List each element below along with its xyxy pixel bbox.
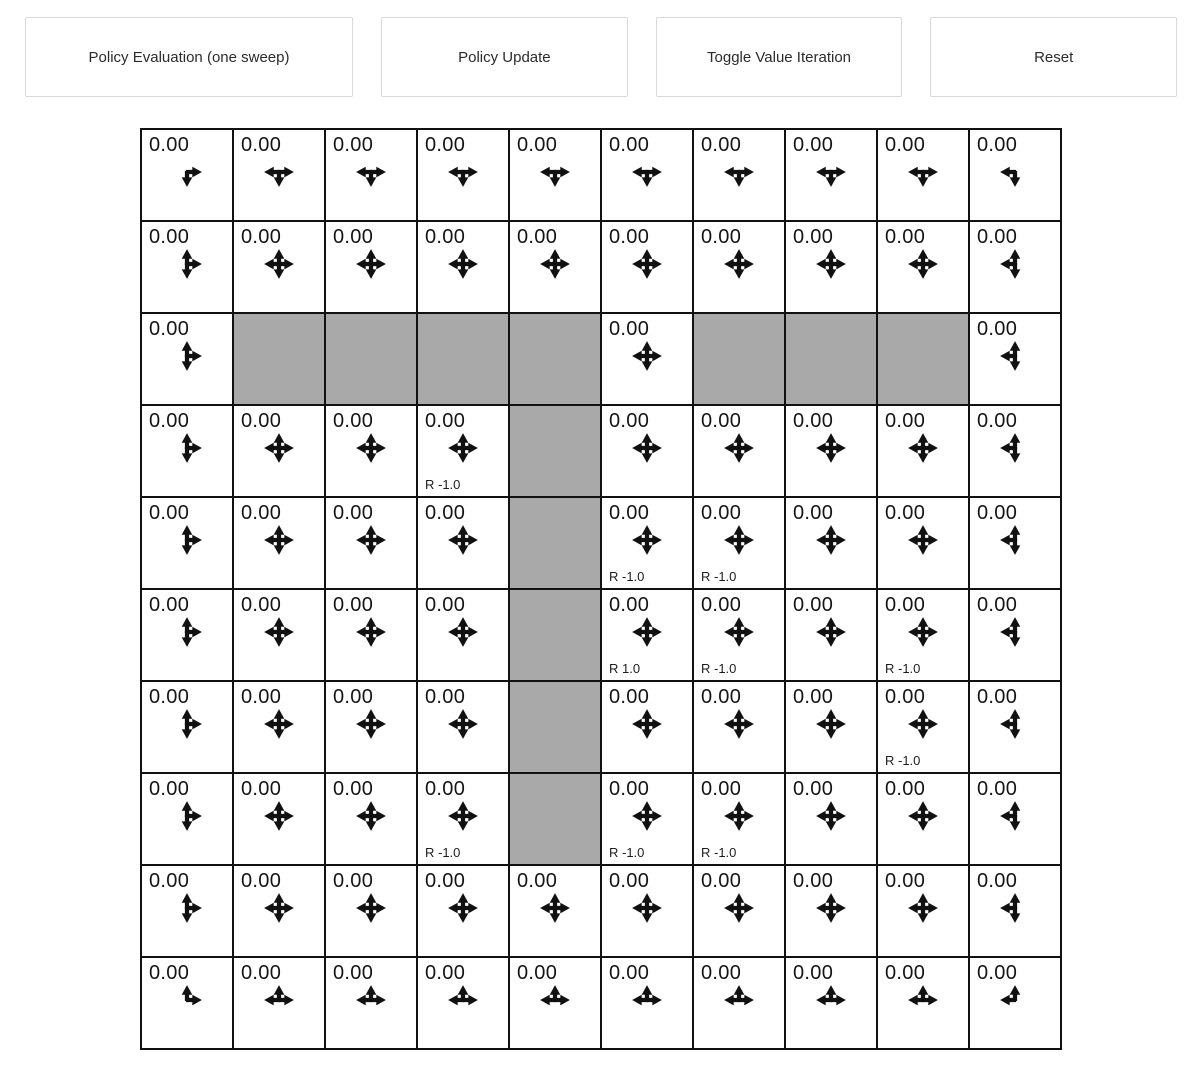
policy-arrows-icon <box>906 247 940 281</box>
cell-value: 0.00 <box>885 502 926 524</box>
wall-cell <box>510 406 600 496</box>
cell-value: 0.00 <box>701 502 742 524</box>
grid-cell <box>326 958 416 1048</box>
grid-cell <box>234 682 324 772</box>
policy-arrows-icon <box>630 523 664 557</box>
policy-arrows-icon <box>814 615 848 649</box>
grid-cell <box>142 222 232 312</box>
cell-value: 0.00 <box>977 594 1018 616</box>
policy-arrows-icon <box>354 431 388 465</box>
policy-arrows-icon <box>170 707 204 741</box>
grid-cell <box>234 498 324 588</box>
policy-arrows-icon <box>170 155 204 189</box>
cell-value: 0.00 <box>793 870 834 892</box>
grid-cell <box>510 958 600 1048</box>
grid-cell <box>142 314 232 404</box>
policy-arrows-icon <box>906 523 940 557</box>
cell-value: 0.00 <box>241 870 282 892</box>
policy-arrows-icon <box>814 247 848 281</box>
cell-reward: R -1.0 <box>701 845 737 860</box>
policy-arrows-icon <box>998 431 1032 465</box>
policy-arrows-icon <box>446 523 480 557</box>
grid-cell <box>418 406 508 496</box>
grid-cell <box>234 774 324 864</box>
reset-button[interactable]: Reset <box>930 17 1177 97</box>
policy-arrows-icon <box>262 615 296 649</box>
cell-value: 0.00 <box>425 686 466 708</box>
wall-cell <box>326 314 416 404</box>
policy-arrows-icon <box>722 983 756 1017</box>
grid-cell <box>602 590 692 680</box>
cell-value: 0.00 <box>425 594 466 616</box>
grid-cell <box>970 958 1060 1048</box>
grid-cell <box>970 406 1060 496</box>
cell-value: 0.00 <box>609 318 650 340</box>
cell-value: 0.00 <box>701 594 742 616</box>
grid-cell <box>142 958 232 1048</box>
policy-arrows-icon <box>630 155 664 189</box>
grid-cell <box>602 774 692 864</box>
grid-cell <box>878 682 968 772</box>
policy-arrows-icon <box>630 799 664 833</box>
grid-cell <box>142 682 232 772</box>
policy-arrows-icon <box>722 799 756 833</box>
policy-arrows-icon <box>538 247 572 281</box>
toggle-value-iteration-button[interactable]: Toggle Value Iteration <box>656 17 903 97</box>
policy-arrows-icon <box>722 431 756 465</box>
grid-cell <box>602 406 692 496</box>
cell-value: 0.00 <box>885 962 926 984</box>
policy-arrows-icon <box>262 707 296 741</box>
cell-value: 0.00 <box>977 502 1018 524</box>
cell-value: 0.00 <box>977 778 1018 800</box>
cell-value: 0.00 <box>241 962 282 984</box>
cell-value: 0.00 <box>885 134 926 156</box>
cell-reward: R -1.0 <box>701 569 737 584</box>
cell-value: 0.00 <box>977 410 1018 432</box>
cell-value: 0.00 <box>333 962 374 984</box>
cell-value: 0.00 <box>241 226 282 248</box>
cell-value: 0.00 <box>517 226 558 248</box>
cell-value: 0.00 <box>701 134 742 156</box>
grid-cell <box>786 866 876 956</box>
cell-value: 0.00 <box>793 686 834 708</box>
cell-value: 0.00 <box>609 502 650 524</box>
policy-arrows-icon <box>170 891 204 925</box>
wall-cell <box>510 314 600 404</box>
policy-arrows-icon <box>630 339 664 373</box>
cell-value: 0.00 <box>333 502 374 524</box>
cell-value: 0.00 <box>517 870 558 892</box>
grid-cell <box>510 130 600 220</box>
wall-cell <box>786 314 876 404</box>
cell-value: 0.00 <box>149 226 190 248</box>
policy-arrows-icon <box>170 615 204 649</box>
policy-arrows-icon <box>262 247 296 281</box>
policy-arrows-icon <box>630 431 664 465</box>
grid-cell <box>602 866 692 956</box>
grid-cell <box>694 958 784 1048</box>
policy-arrows-icon <box>170 247 204 281</box>
cell-value: 0.00 <box>241 778 282 800</box>
wall-cell <box>234 314 324 404</box>
wall-cell <box>510 590 600 680</box>
cell-value: 0.00 <box>149 686 190 708</box>
cell-value: 0.00 <box>333 870 374 892</box>
policy-arrows-icon <box>998 891 1032 925</box>
grid-cell <box>694 682 784 772</box>
grid-cell <box>786 130 876 220</box>
cell-value: 0.00 <box>425 962 466 984</box>
cell-value: 0.00 <box>241 502 282 524</box>
cell-value: 0.00 <box>333 134 374 156</box>
policy-arrows-icon <box>906 799 940 833</box>
policy-arrows-icon <box>354 615 388 649</box>
grid-cell <box>326 866 416 956</box>
grid-cell <box>694 774 784 864</box>
grid-cell <box>418 866 508 956</box>
policy-arrows-icon <box>998 247 1032 281</box>
gridworld <box>140 128 1062 1050</box>
grid-cell <box>694 498 784 588</box>
cell-value: 0.00 <box>609 870 650 892</box>
grid-cell <box>142 406 232 496</box>
grid-cell <box>970 590 1060 680</box>
grid-cell <box>878 774 968 864</box>
grid-cell <box>878 406 968 496</box>
grid-cell <box>694 590 784 680</box>
policy-arrows-icon <box>170 799 204 833</box>
policy-arrows-icon <box>538 891 572 925</box>
grid-cell <box>786 498 876 588</box>
cell-value: 0.00 <box>241 594 282 616</box>
cell-reward: R -1.0 <box>609 845 645 860</box>
grid-cell <box>970 314 1060 404</box>
cell-value: 0.00 <box>333 778 374 800</box>
cell-value: 0.00 <box>793 594 834 616</box>
grid-cell <box>602 958 692 1048</box>
policy-arrows-icon <box>354 523 388 557</box>
grid-cell <box>878 866 968 956</box>
grid-cell <box>234 866 324 956</box>
cell-value: 0.00 <box>793 778 834 800</box>
policy-arrows-icon <box>998 615 1032 649</box>
policy-arrows-icon <box>538 983 572 1017</box>
policy-arrows-icon <box>170 339 204 373</box>
policy-arrows-icon <box>722 891 756 925</box>
cell-value: 0.00 <box>885 410 926 432</box>
policy-arrows-icon <box>446 431 480 465</box>
policy-arrows-icon <box>262 983 296 1017</box>
policy-arrows-icon <box>446 983 480 1017</box>
policy-arrows-icon <box>170 983 204 1017</box>
grid-cell <box>602 314 692 404</box>
policy-arrows-icon <box>538 155 572 189</box>
grid-cell <box>878 130 968 220</box>
cell-value: 0.00 <box>241 410 282 432</box>
policy-arrows-icon <box>998 339 1032 373</box>
cell-value: 0.00 <box>885 686 926 708</box>
cell-value: 0.00 <box>517 134 558 156</box>
policy-arrows-icon <box>354 891 388 925</box>
policy-arrows-icon <box>262 523 296 557</box>
cell-value: 0.00 <box>977 962 1018 984</box>
cell-value: 0.00 <box>425 778 466 800</box>
cell-value: 0.00 <box>701 226 742 248</box>
grid-cell <box>970 222 1060 312</box>
policy-update-button[interactable]: Policy Update <box>381 17 628 97</box>
cell-value: 0.00 <box>793 410 834 432</box>
policy-arrows-icon <box>630 983 664 1017</box>
policy-arrows-icon <box>906 891 940 925</box>
grid-cell <box>326 682 416 772</box>
cell-value: 0.00 <box>701 778 742 800</box>
grid-cell <box>786 590 876 680</box>
policy-arrows-icon <box>906 707 940 741</box>
policy-arrows-icon <box>354 155 388 189</box>
cell-value: 0.00 <box>609 962 650 984</box>
policy-arrows-icon <box>906 983 940 1017</box>
grid-cell <box>786 682 876 772</box>
policy-arrows-icon <box>906 155 940 189</box>
policy-arrows-icon <box>998 799 1032 833</box>
grid-cell <box>326 130 416 220</box>
grid-cell <box>970 682 1060 772</box>
cell-value: 0.00 <box>425 410 466 432</box>
cell-value: 0.00 <box>149 318 190 340</box>
grid-cell <box>326 222 416 312</box>
wall-cell <box>510 774 600 864</box>
cell-value: 0.00 <box>977 226 1018 248</box>
cell-value: 0.00 <box>977 318 1018 340</box>
policy-evaluation-button[interactable]: Policy Evaluation (one sweep) <box>25 17 353 97</box>
cell-reward: R 1.0 <box>609 661 641 676</box>
cell-value: 0.00 <box>333 410 374 432</box>
grid-cell <box>878 222 968 312</box>
grid-cell <box>326 774 416 864</box>
cell-value: 0.00 <box>149 962 190 984</box>
policy-arrows-icon <box>446 799 480 833</box>
policy-arrows-icon <box>630 891 664 925</box>
cell-value: 0.00 <box>241 686 282 708</box>
grid-cell <box>234 590 324 680</box>
grid-cell <box>418 498 508 588</box>
policy-arrows-icon <box>630 707 664 741</box>
cell-reward: R -1.0 <box>425 845 461 860</box>
grid-cell <box>418 958 508 1048</box>
grid-cell <box>602 682 692 772</box>
policy-arrows-icon <box>722 523 756 557</box>
policy-arrows-icon <box>998 983 1032 1017</box>
cell-value: 0.00 <box>701 962 742 984</box>
grid-cell <box>694 866 784 956</box>
policy-arrows-icon <box>170 431 204 465</box>
cell-value: 0.00 <box>885 778 926 800</box>
wall-cell <box>694 314 784 404</box>
policy-arrows-icon <box>998 707 1032 741</box>
cell-value: 0.00 <box>885 870 926 892</box>
grid-cell <box>970 774 1060 864</box>
grid-cell <box>234 958 324 1048</box>
cell-value: 0.00 <box>977 686 1018 708</box>
grid-cell <box>142 498 232 588</box>
policy-arrows-icon <box>630 615 664 649</box>
policy-arrows-icon <box>906 431 940 465</box>
grid-cell <box>694 406 784 496</box>
grid-cell <box>142 866 232 956</box>
grid-cell <box>510 866 600 956</box>
cell-value: 0.00 <box>149 502 190 524</box>
policy-arrows-icon <box>722 155 756 189</box>
policy-arrows-icon <box>630 247 664 281</box>
grid-cell <box>142 590 232 680</box>
cell-value: 0.00 <box>241 134 282 156</box>
cell-value: 0.00 <box>149 594 190 616</box>
policy-arrows-icon <box>354 247 388 281</box>
grid-cell <box>234 406 324 496</box>
cell-value: 0.00 <box>701 410 742 432</box>
cell-value: 0.00 <box>885 226 926 248</box>
cell-value: 0.00 <box>609 410 650 432</box>
cell-value: 0.00 <box>609 134 650 156</box>
grid-cell <box>878 958 968 1048</box>
cell-value: 0.00 <box>793 502 834 524</box>
grid-cell <box>970 498 1060 588</box>
policy-arrows-icon <box>446 707 480 741</box>
grid-cell <box>878 590 968 680</box>
cell-value: 0.00 <box>333 594 374 616</box>
cell-value: 0.00 <box>609 594 650 616</box>
policy-arrows-icon <box>354 983 388 1017</box>
cell-reward: R -1.0 <box>701 661 737 676</box>
policy-arrows-icon <box>446 247 480 281</box>
policy-arrows-icon <box>814 707 848 741</box>
grid-cell <box>510 222 600 312</box>
grid-cell <box>970 130 1060 220</box>
grid-cell <box>694 130 784 220</box>
cell-value: 0.00 <box>425 870 466 892</box>
policy-arrows-icon <box>814 155 848 189</box>
grid-cell <box>234 222 324 312</box>
policy-arrows-icon <box>446 155 480 189</box>
grid-cell <box>326 498 416 588</box>
grid-cell <box>602 498 692 588</box>
grid-cell <box>418 682 508 772</box>
policy-arrows-icon <box>906 615 940 649</box>
cell-value: 0.00 <box>701 686 742 708</box>
cell-value: 0.00 <box>609 778 650 800</box>
policy-arrows-icon <box>814 523 848 557</box>
grid-cell <box>694 222 784 312</box>
toolbar <box>0 0 1202 97</box>
policy-arrows-icon <box>998 155 1032 189</box>
cell-value: 0.00 <box>977 870 1018 892</box>
cell-value: 0.00 <box>517 962 558 984</box>
grid-cell <box>970 866 1060 956</box>
cell-value: 0.00 <box>793 134 834 156</box>
cell-value: 0.00 <box>149 870 190 892</box>
cell-value: 0.00 <box>793 226 834 248</box>
cell-value: 0.00 <box>793 962 834 984</box>
grid-cell <box>786 958 876 1048</box>
policy-arrows-icon <box>814 431 848 465</box>
grid-cell <box>142 130 232 220</box>
policy-arrows-icon <box>998 523 1032 557</box>
policy-arrows-icon <box>446 615 480 649</box>
cell-reward: R -1.0 <box>885 661 921 676</box>
grid-cell <box>602 222 692 312</box>
cell-value: 0.00 <box>609 686 650 708</box>
policy-arrows-icon <box>262 431 296 465</box>
policy-arrows-icon <box>814 799 848 833</box>
cell-value: 0.00 <box>149 778 190 800</box>
grid-cell <box>786 222 876 312</box>
wall-cell <box>878 314 968 404</box>
wall-cell <box>418 314 508 404</box>
cell-value: 0.00 <box>885 594 926 616</box>
cell-value: 0.00 <box>149 134 190 156</box>
wall-cell <box>510 498 600 588</box>
grid-cell <box>418 130 508 220</box>
policy-arrows-icon <box>722 615 756 649</box>
cell-value: 0.00 <box>609 226 650 248</box>
policy-arrows-icon <box>262 155 296 189</box>
cell-value: 0.00 <box>425 226 466 248</box>
cell-reward: R -1.0 <box>885 753 921 768</box>
wall-cell <box>510 682 600 772</box>
grid-cell <box>786 406 876 496</box>
cell-value: 0.00 <box>149 410 190 432</box>
cell-value: 0.00 <box>425 502 466 524</box>
grid-cell <box>786 774 876 864</box>
grid-cell <box>418 590 508 680</box>
grid-cell <box>602 130 692 220</box>
cell-value: 0.00 <box>977 134 1018 156</box>
policy-arrows-icon <box>354 707 388 741</box>
policy-arrows-icon <box>814 983 848 1017</box>
cell-value: 0.00 <box>333 226 374 248</box>
policy-arrows-icon <box>354 799 388 833</box>
cell-reward: R -1.0 <box>425 477 461 492</box>
grid-cell <box>418 774 508 864</box>
policy-arrows-icon <box>722 707 756 741</box>
grid-cell <box>878 498 968 588</box>
policy-arrows-icon <box>722 247 756 281</box>
policy-arrows-icon <box>814 891 848 925</box>
grid-cell <box>326 590 416 680</box>
grid-cell <box>326 406 416 496</box>
cell-reward: R -1.0 <box>609 569 645 584</box>
cell-value: 0.00 <box>701 870 742 892</box>
policy-arrows-icon <box>170 523 204 557</box>
grid-cell <box>234 130 324 220</box>
grid-cell <box>418 222 508 312</box>
cell-value: 0.00 <box>425 134 466 156</box>
policy-arrows-icon <box>446 891 480 925</box>
policy-arrows-icon <box>262 891 296 925</box>
cell-value: 0.00 <box>333 686 374 708</box>
policy-arrows-icon <box>262 799 296 833</box>
grid-cell <box>142 774 232 864</box>
